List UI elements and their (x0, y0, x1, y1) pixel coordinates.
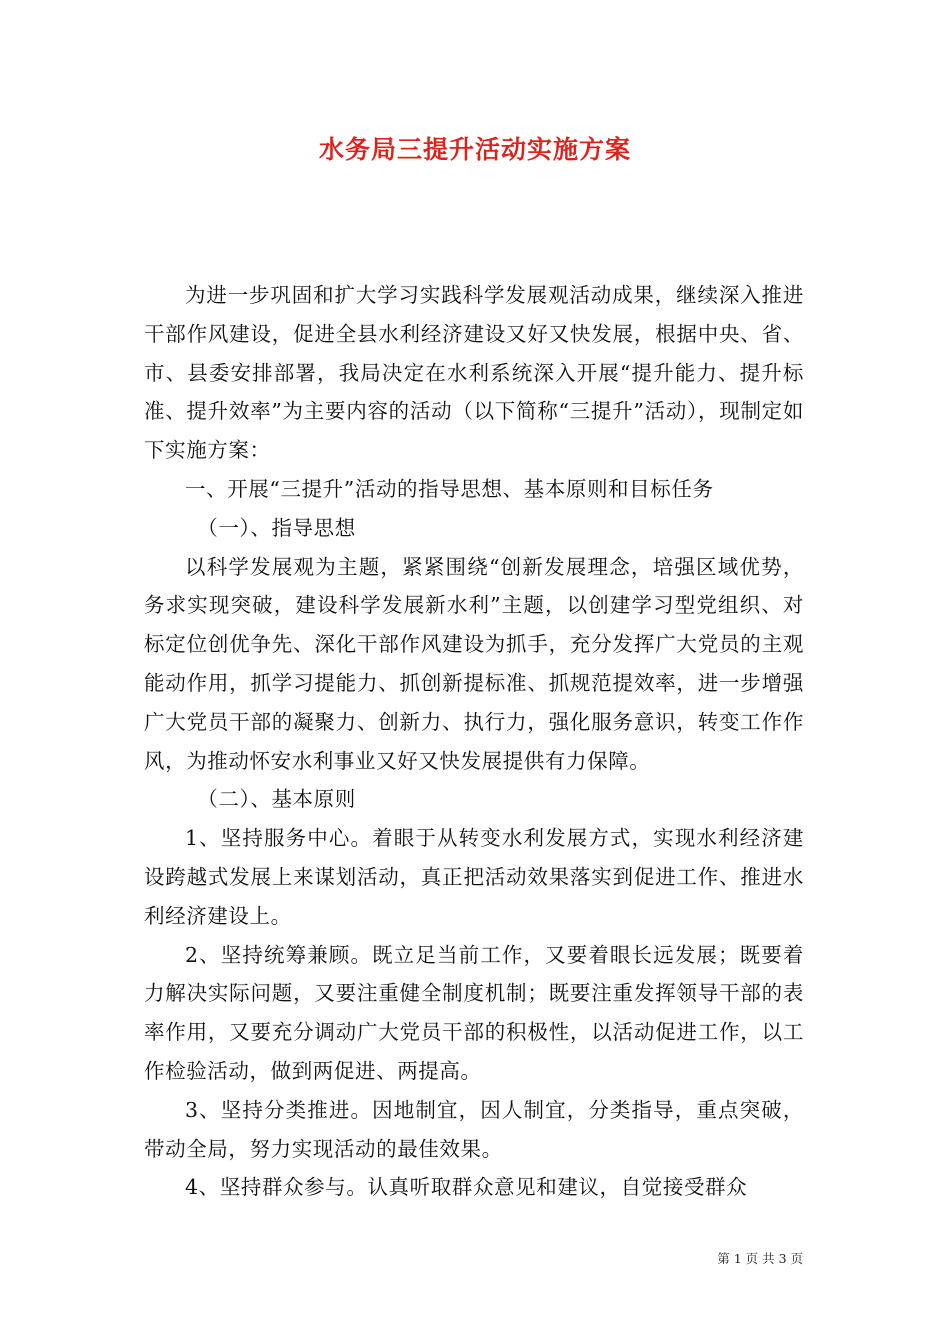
page-number: 第 1 页 共 3 页 (717, 1251, 803, 1266)
document-body (144, 276, 804, 1207)
section-heading-1: 一、开展“三提升”活动的指导思想、基本原则和目标任务 (185, 476, 714, 501)
document-title: 水务局三提升活动实施方案 (318, 135, 631, 164)
subsection-heading-basic-principles: （二）、基本原则 (197, 787, 356, 812)
principle-2-paragraph: 2、坚持统筹兼顾。既立足当前工作，又要着眼长远发展；既要着力解决实际问题，又要注重健全制度机制；既要注重发挥领导干部的表率作用，又要充分调动广大党员干部的积极性，以活动促进工作，以工作检验活动，做到两促进、两提高。 (144, 942, 804, 1083)
guiding-thought-paragraph: 以科学发展观为主题，紧紧围绕“创新发展理念，培强区域优势，务求实现突破，建设科学发展新水利”主题，以创建学习型党组织、对标定位创优争先、深化干部作风建设为抓手，充分发挥广大党员的主观能动作用，抓学习提能力、抓创新提标准、抓规范提效率，进一步增强广大党员干部的凝聚力、创新力、执行力，强化服务意识，转变工作作风，为推动怀安水利事业又好又快发展提供有力保障。 (144, 554, 804, 773)
subsection-heading-guiding-thought: （一）、指导思想 (197, 515, 356, 540)
principle-4-paragraph: 4、坚持群众参与。认真听取群众意见和建议，自觉接受群众 (185, 1175, 748, 1200)
principle-1-paragraph: 1、坚持服务中心。着眼于从转变水利发展方式，实现水利经济建设跨越式发展上来谋划活动，真正把活动效果落实到促进工作、推进水利经济建设上。 (144, 826, 804, 928)
intro-paragraph: 为进一步巩固和扩大学习实践科学发展观活动成果，继续深入推进干部作风建设，促进全县水利经济建设又好又快发展，根据中央、省、市、县委安排部署，我局决定在水利系统深入开展“提升能力、提升标准、提升效率”为主要内容的活动（以下简称“三提升”活动），现制定如下实施方案： (144, 283, 804, 463)
principle-3-paragraph: 3、坚持分类推进。因地制宜，因人制宜，分类指导，重点突破，带动全局，努力实现活动的最佳效果。 (144, 1097, 804, 1161)
